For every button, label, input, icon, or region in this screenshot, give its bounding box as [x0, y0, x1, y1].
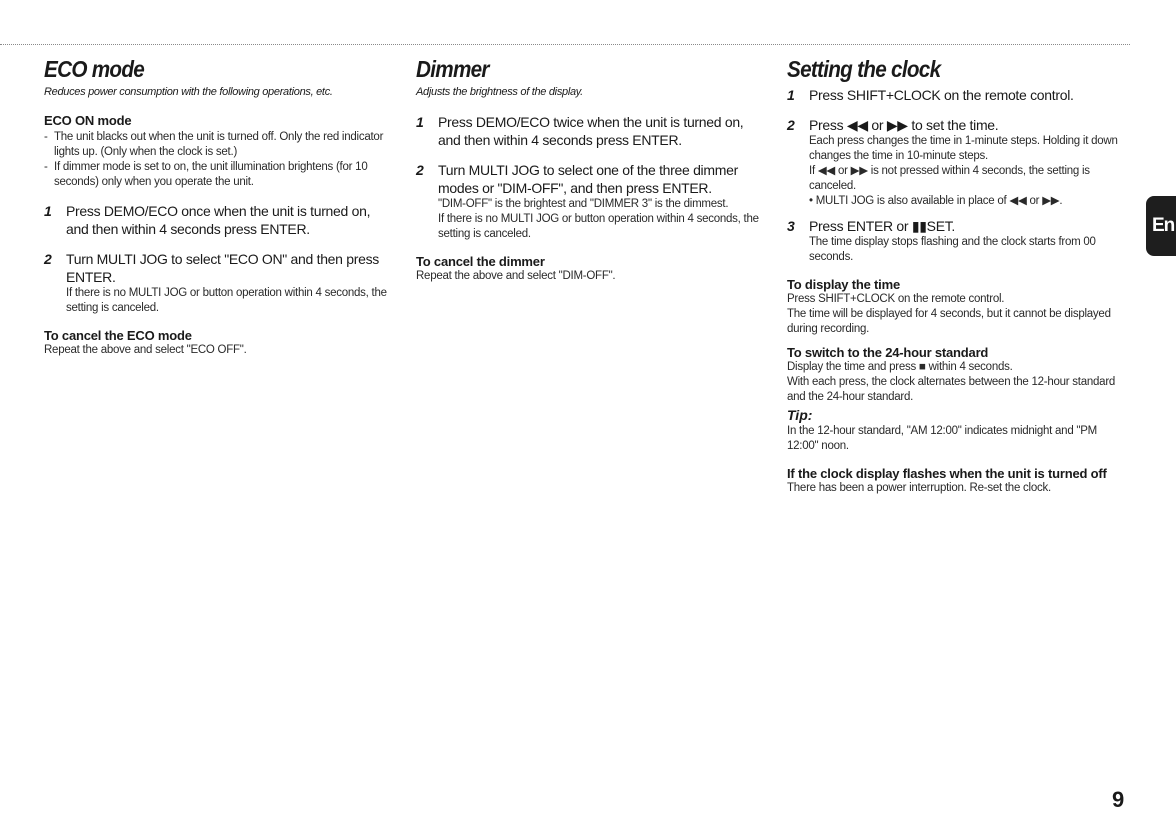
dimmer-step-2 [416, 161, 762, 242]
dimmer-section [416, 56, 762, 284]
page-number: 9 [1112, 787, 1125, 812]
clock-flash-text: There has been a power interruption. Re-set the clock. [787, 482, 1051, 494]
step-text: Press DEMO/ECO twice when the unit is turned on, and then within 4 seconds press ENTER. [438, 114, 744, 148]
step-text: Turn MULTI JOG to select one of the three dimmer modes or "DIM-OFF", and then press ENTER. [438, 162, 738, 196]
switch-24h-text: Display the time and press ■ within 4 seconds. [787, 361, 1013, 373]
eco-mode-section [44, 56, 390, 358]
eco-on-heading: ECO ON mode [44, 113, 132, 128]
step-number: 1 [44, 203, 52, 219]
step-note: If ◀◀ or ▶▶ is not pressed within 4 seconds, the setting is canceled. [809, 165, 1090, 192]
step-note: If there is no MULTI JOG or button operation within 4 seconds, the setting is canceled. [438, 213, 759, 240]
step-number: 2 [787, 117, 795, 133]
eco-subtitle: Reduces power consumption with the following operations, etc. [44, 86, 333, 98]
step-note: "DIM-OFF" is the brightest and "DIMMER 3" is the dimmest. [438, 198, 729, 210]
eco-cancel-heading: To cancel the ECO mode [44, 328, 192, 343]
switch-24h-text: With each press, the clock alternates between the 12-hour standard and the 24-hour standard. [787, 376, 1116, 403]
eco-cancel-text: Repeat the above and select "ECO OFF". [44, 344, 247, 356]
step-text: Press SHIFT+CLOCK on the remote control. [809, 87, 1074, 103]
clock-step-2 [787, 116, 1130, 209]
step-note: Each press changes the time in 1-minute steps. Holding it down changes the time in 10-minute steps. [809, 135, 1118, 162]
tip-text: In the 12-hour standard, "AM 12:00" indicates midnight and "PM 12:00" noon. [787, 425, 1097, 452]
step-text: Press ENTER or ▮▮SET. [809, 218, 956, 234]
step-note: The time display stops flashing and the clock starts from 00 seconds. [809, 236, 1096, 263]
clock-title: Setting the clock [787, 56, 941, 82]
step-number: 1 [787, 87, 795, 103]
display-time-text: Press SHIFT+CLOCK on the remote control. [787, 293, 1005, 305]
switch-24h-heading: To switch to the 24-hour standard [787, 345, 989, 360]
eco-title: ECO mode [44, 56, 145, 82]
dimmer-subtitle: Adjusts the brightness of the display. [416, 86, 583, 98]
step-text: Press ◀◀ or ▶▶ to set the time. [809, 117, 999, 133]
display-time-text: The time will be displayed for 4 seconds, but it cannot be displayed during recording. [787, 308, 1111, 335]
step-text: Turn MULTI JOG to select "ECO ON" and then press ENTER. [66, 251, 379, 285]
step-number: 3 [787, 218, 795, 234]
clock-section [787, 56, 1130, 496]
list-item: - If dimmer mode is set to on, the unit illumination brightens (for 10 seconds) only when you operate the unit. [44, 160, 390, 190]
dimmer-step-1 [416, 113, 762, 149]
step-note: • MULTI JOG is also available in place of ◀◀ or ▶▶. [809, 195, 1063, 207]
step-number: 2 [44, 251, 52, 267]
top-divider [0, 44, 1130, 45]
clock-flash-heading: If the clock display flashes when the unit is turned off [787, 466, 1107, 481]
clock-step-1 [787, 86, 1130, 104]
dimmer-cancel-heading: To cancel the dimmer [416, 254, 545, 269]
list-item: - The unit blacks out when the unit is turned off. Only the red indicator lights up. (Only when the clock is set.) [44, 130, 390, 160]
language-tab: En [1146, 196, 1176, 256]
step-number: 1 [416, 114, 424, 130]
eco-step-2 [44, 250, 390, 316]
dimmer-title: Dimmer [416, 56, 489, 82]
step-note: If there is no MULTI JOG or button operation within 4 seconds, the setting is canceled. [66, 287, 387, 314]
dimmer-cancel-text: Repeat the above and select "DIM-OFF". [416, 270, 616, 282]
clock-step-3 [787, 217, 1130, 265]
step-text: Press DEMO/ECO once when the unit is turned on, and then within 4 seconds press ENTER. [66, 203, 371, 237]
eco-step-1 [44, 202, 390, 238]
step-number: 2 [416, 162, 424, 178]
tip-label: Tip: [787, 407, 813, 423]
eco-bullet-list [44, 130, 390, 190]
display-time-heading: To display the time [787, 277, 900, 292]
